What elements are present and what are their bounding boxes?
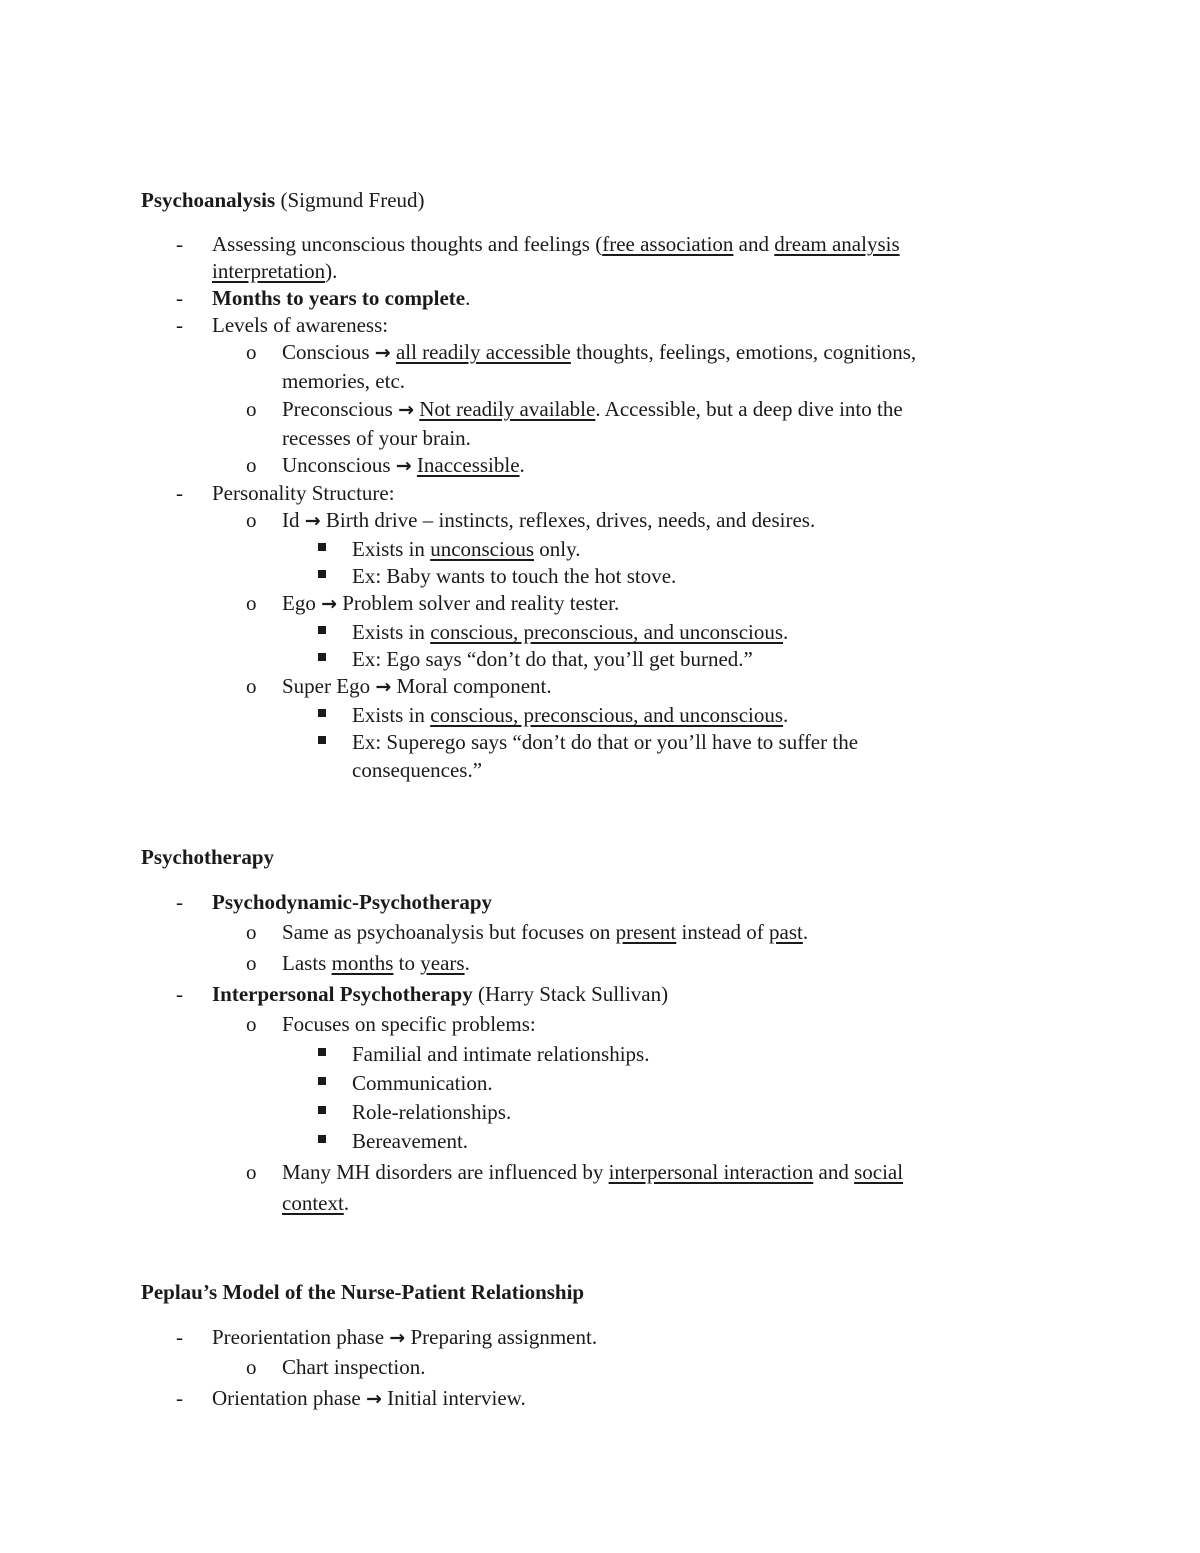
item-superego-exists: Exists in conscious, preconscious, and unconscious. <box>352 703 789 727</box>
square-bullet-icon <box>318 1077 326 1085</box>
dash-bullet: - <box>176 481 183 505</box>
item-superego-ex: Ex: Superego says “don’t do that or you’ll have to suffer the <box>352 730 859 754</box>
circle-bullet: o <box>246 591 257 615</box>
square-bullet-icon <box>318 543 326 551</box>
circle-bullet: o <box>246 508 257 532</box>
item-id-exists: Exists in unconscious only. <box>352 537 581 561</box>
square-bullet-icon <box>318 1135 326 1143</box>
circle-bullet: o <box>246 340 257 364</box>
item-interpersonal: Interpersonal Psychotherapy (Harry Stack Sullivan) <box>212 982 669 1006</box>
item-interpersonal-many: Many MH disorders are influenced by interpersonal interaction and social <box>282 1160 904 1184</box>
dash-bullet: - <box>176 232 183 256</box>
circle-bullet: o <box>246 674 257 698</box>
circle-bullet: o <box>246 1012 257 1036</box>
list-item: Bereavement. <box>352 1129 469 1153</box>
item-conscious-cont: memories, etc. <box>282 369 406 393</box>
item-psychodynamic: Psychodynamic-Psychotherapy <box>212 890 492 914</box>
circle-bullet: o <box>246 453 257 477</box>
item-interpersonal-many-cont: context. <box>282 1191 350 1215</box>
heading-psychotherapy: Psychotherapy <box>141 845 274 869</box>
square-bullet-icon <box>318 1048 326 1056</box>
square-bullet-icon <box>318 709 326 717</box>
circle-bullet: o <box>246 951 257 975</box>
square-bullet-icon <box>318 626 326 634</box>
arrow-right-icon: → <box>398 399 414 421</box>
list-item: Role-relationships. <box>352 1100 512 1124</box>
circle-bullet: o <box>246 920 257 944</box>
square-bullet-icon <box>318 1106 326 1114</box>
item-unconscious: Unconscious → Inaccessible. <box>282 453 525 477</box>
arrow-right-icon: → <box>374 342 391 364</box>
heading-peplau: Peplau’s Model of the Nurse-Patient Relationship <box>141 1280 585 1304</box>
dash-bullet: - <box>176 286 183 310</box>
arrow-right-icon: → <box>365 1388 382 1410</box>
item-interpersonal-focuses: Focuses on specific problems: <box>282 1012 536 1036</box>
item-assessing: Assessing unconscious thoughts and feelings (free association and dream analysis <box>212 232 900 256</box>
heading-title: Psychoanalysis <box>141 188 276 212</box>
list-item: Familial and intimate relationships. <box>352 1042 650 1066</box>
dash-bullet: - <box>176 1386 183 1410</box>
arrow-right-icon: → <box>395 455 412 477</box>
dash-bullet: - <box>176 890 183 914</box>
item-preorientation: Preorientation phase → Preparing assignment. <box>212 1325 598 1349</box>
item-assessing-cont: interpretation). <box>212 259 338 283</box>
dash-bullet: - <box>176 313 183 337</box>
item-months: Months to years to complete. <box>212 286 471 310</box>
arrow-right-icon: → <box>375 676 392 698</box>
item-ego-exists: Exists in conscious, preconscious, and unconscious. <box>352 620 789 644</box>
item-superego: Super Ego → Moral component. <box>282 674 552 698</box>
circle-bullet: o <box>246 1355 257 1379</box>
dash-bullet: - <box>176 1325 183 1349</box>
item-preorientation-sub: Chart inspection. <box>282 1355 426 1379</box>
item-preconscious: Preconscious → Not readily available. Accessible, but a deep dive into the <box>282 397 903 421</box>
list-item: Communication. <box>352 1071 493 1095</box>
item-id: Id → Birth drive – instincts, reflexes, drives, needs, and desires. <box>282 508 816 532</box>
square-bullet-icon <box>318 653 326 661</box>
arrow-right-icon: → <box>304 510 321 532</box>
square-bullet-icon <box>318 570 326 578</box>
item-ego: Ego → Problem solver and reality tester. <box>282 591 620 615</box>
dash-bullet: - <box>176 982 183 1006</box>
item-orientation: Orientation phase → Initial interview. <box>212 1386 526 1410</box>
item-levels: Levels of awareness: <box>212 313 389 337</box>
item-superego-ex-cont: consequences.” <box>352 758 483 782</box>
item-conscious: Conscious → all readily accessible thoughts, feelings, emotions, cognitions, <box>282 340 917 364</box>
square-bullet-icon <box>318 736 326 744</box>
heading-subtitle: (Sigmund Freud) <box>280 188 425 212</box>
item-preconscious-cont: recesses of your brain. <box>282 426 471 450</box>
item-psychodynamic-lasts: Lasts months to years. <box>282 951 470 975</box>
arrow-right-icon: → <box>389 1327 406 1349</box>
item-id-ex: Ex: Baby wants to touch the hot stove. <box>352 564 677 588</box>
item-ego-ex: Ex: Ego says “don’t do that, you’ll get burned.” <box>352 647 753 671</box>
item-personality: Personality Structure: <box>212 481 395 505</box>
circle-bullet: o <box>246 1160 257 1184</box>
heading-psychoanalysis <box>141 186 425 214</box>
circle-bullet: o <box>246 397 257 421</box>
arrow-right-icon: → <box>321 593 337 615</box>
item-psychodynamic-same: Same as psychoanalysis but focuses on present instead of past. <box>282 920 809 944</box>
